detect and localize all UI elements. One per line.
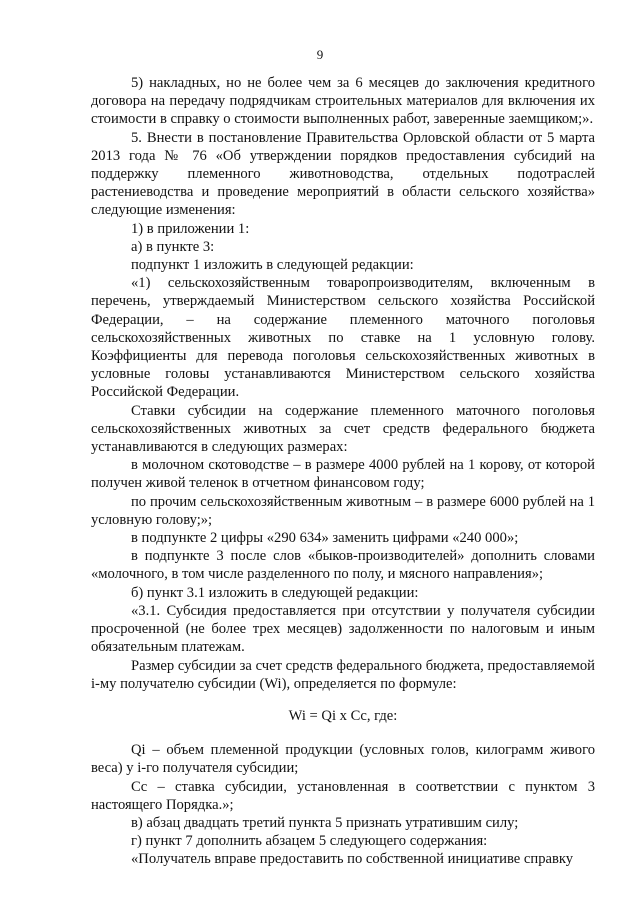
paragraph: г) пункт 7 дополнить абзацем 5 следующего содержания:: [131, 833, 488, 850]
paragraph: Ставки субсидии на содержание племенного маточного поголовья сельскохозяйственных животных за счет средств федерального бюджета устанавливаются в следующих размерах:: [91, 402, 595, 456]
paragraph: 1) в приложении 1:: [131, 220, 250, 237]
paragraph: в подпункте 2 цифры «290 634» заменить цифрами «240 000»;: [131, 530, 519, 547]
paragraph: б) пункт 3.1 изложить в следующей редакции:: [131, 584, 419, 601]
paragraph: «3.1. Субсидия предоставляется при отсутствии у получателя субсидии просроченной (не более трех месяцев) задолженности по налоговым и иным обязательным платежам.: [91, 602, 595, 656]
document-body: [91, 74, 595, 869]
page-number: 9: [316, 47, 324, 62]
paragraph: Qi – объем племенной продукции (условных голов, килограмм живого веса) у i-го получателя субсидии;: [91, 742, 595, 777]
paragraph: в) абзац двадцать третий пункта 5 признать утратившим силу;: [131, 814, 519, 831]
formula: Wi = Qi x Cc, где:: [288, 707, 398, 724]
paragraph: в молочном скотоводстве – в размере 4000 рублей на 1 корову, от которой получен живой теленок в отчетном финансовом году;: [91, 457, 595, 492]
paragraph: Размер субсидии за счет средств федерального бюджета, предоставляемой i-му получателю субсидии (Wi), определяется по формуле:: [91, 657, 595, 692]
paragraph: Cc – ставка субсидии, установленная в соответствии с пунктом 3 настоящего Порядка.»;: [91, 778, 595, 813]
paragraph: «1) сельскохозяйственным товаропроизводителям, включенным в перечень, утверждаемый Министерством сельского хозяйства Российской Федерации, – на содержание племенного маточного поголовья сельскохозяйственных животных по ставке на 1 условную голову. Коэффициенты для перевода поголовья сельскохозяйственных животных в условные головы устанавливаются Министерством сельского хозяйства Российской Федерации.: [91, 275, 595, 401]
paragraph: в подпункте 3 после слов «быков-производителей» дополнить словами «молочного, в том числе разделенного по полу, и мясного направления»;: [91, 548, 595, 583]
paragraph: 5) накладных, но не более чем за 6 месяцев до заключения кредитного договора на передачу подрядчикам строительных материалов для включения их стоимости в справку о стоимости выполненных работ, заверенные заемщиком;».: [91, 75, 595, 128]
paragraph: «Получатель вправе предоставить по собственной инициативе справку: [131, 851, 574, 868]
paragraph: по прочим сельскохозяйственным животным – в размере 6000 рублей на 1 условную голову;»;: [91, 493, 595, 528]
paragraph: а) в пункте 3:: [131, 238, 215, 255]
paragraph: подпункт 1 изложить в следующей редакции:: [131, 257, 414, 274]
paragraph: 5. Внести в постановление Правительства Орловской области от 5 марта 2013 года № 76 «Об утверждении порядков предоставления субсидий на поддержку племенного животноводства, отдельных подотраслей растениеводства и проведение мероприятий в области сельского хозяйства» следующие изменения:: [91, 129, 595, 219]
